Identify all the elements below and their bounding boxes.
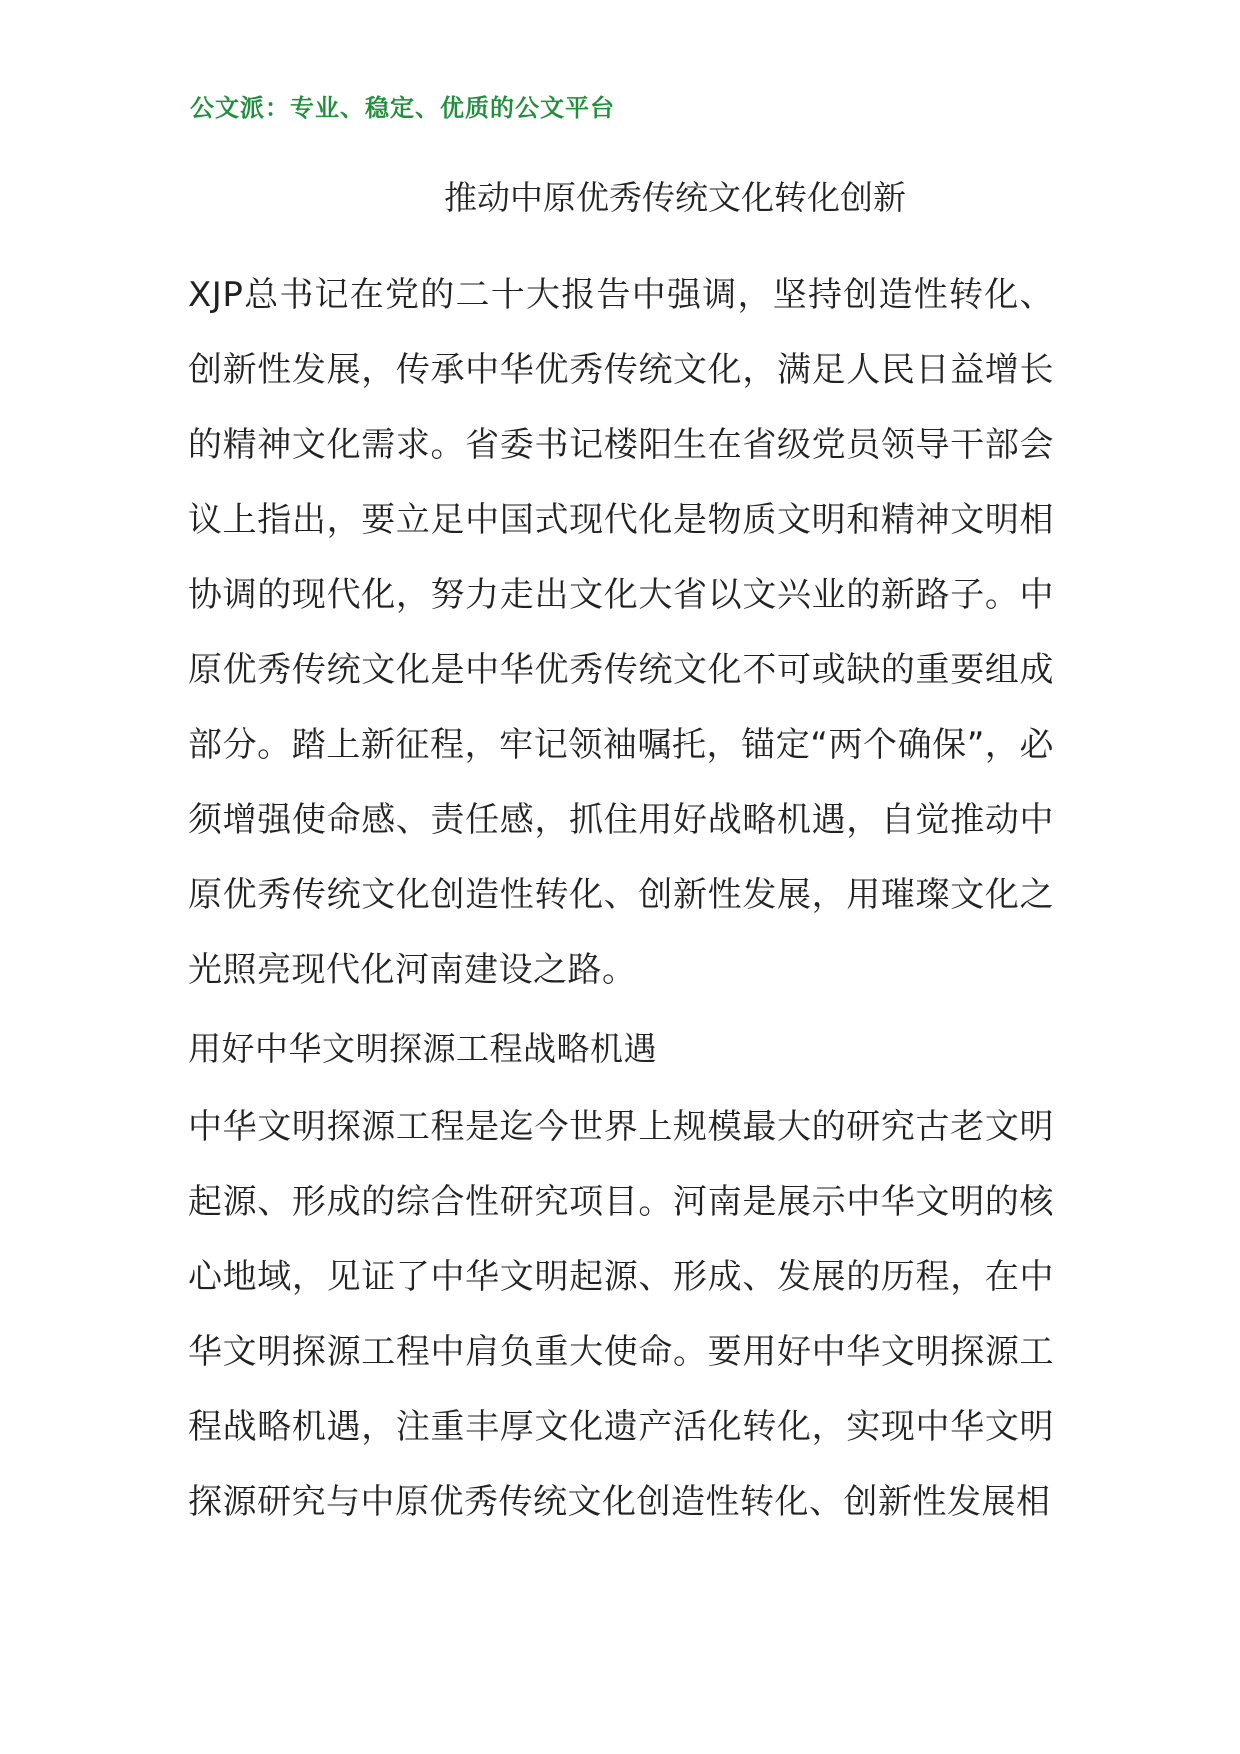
intro-paragraph: XJP总书记在党的二十大报告中强调，坚持创造性转化、创新性发展，传承中华优秀传统文化，满足人民日益增长的精神文化需求。省委书记楼阳生在省级党员领导干部会议上指出，要立足中国式现代化是物质文明和精神文明相协调的现代化，努力走出文化大省以文兴业的新路子。中原优秀传统文化是中华优秀传统文化不可或缺的重要组成部分。踏上新征程，牢记领袖嘱托，锚定“两个确保”，必须增强使命感、责任感，抓住用好战略机遇，自觉推动中原优秀传统文化创造性转化、创新性发展，用璀璨文化之光照亮现代化河南建设之路。	[188, 275, 1054, 990]
document-body	[188, 258, 1054, 1540]
document-title: 推动中原优秀传统文化转化创新	[444, 178, 906, 217]
header-brand-text: 公文派：专业、稳定、优质的公文平台	[190, 94, 615, 122]
section-heading: 用好中华文明探源工程战略机遇	[188, 1029, 657, 1068]
section-paragraph: 中华文明探源工程是迄今世界上规模最大的研究古老文明起源、形成的综合性研究项目。河南是展示中华文明的核心地域，见证了中华文明起源、形成、发展的历程，在中华文明探源工程中肩负重大使命。要用好中华文明探源工程战略机遇，注重丰厚文化遗产活化转化，实现中华文明探源研究与中原优秀传统文化创造性转化、创新性发展相	[188, 1107, 1054, 1522]
